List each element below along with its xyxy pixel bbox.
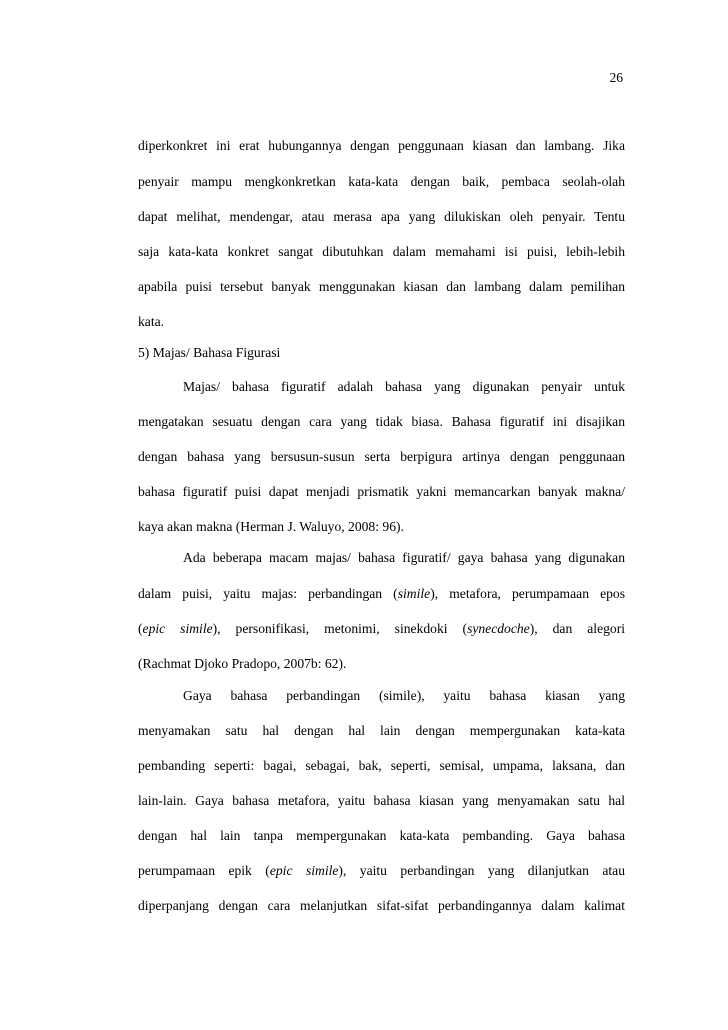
text-line: (Rachmat Djoko Pradopo, 2007b: 62).: [138, 656, 347, 671]
text-line: diperpanjang dengan cara melanjutkan sifat-sifat perbandingannya dalam kalimat: [138, 898, 625, 913]
paragraph-first-line: Ada beberapa macam majas/ bahasa figuratif/ gaya bahasa yang digunakan: [183, 550, 625, 565]
paragraph-first-line: Gaya bahasa perbandingan (simile), yaitu bahasa kiasan yang: [183, 688, 625, 703]
text-line: bahasa figuratif puisi dapat menjadi prismatik yakni memancarkan banyak makna/: [138, 484, 625, 499]
text-line: dalam puisi, yaitu majas: perbandingan (simile), metafora, perumpamaan epos: [138, 586, 626, 601]
page-number: 26: [609, 70, 623, 85]
text-line: (epic simile), personifikasi, metonimi, sinekdoki (synecdoche), dan alegori: [138, 621, 626, 636]
section-heading: 5) Majas/ Bahasa Figurasi: [138, 345, 281, 360]
text-line: lain-lain. Gaya bahasa metafora, yaitu bahasa kiasan yang menyamakan satu hal: [138, 793, 625, 808]
text-line: perumpamaan epik (epic simile), yaitu perbandingan yang dilanjutkan atau: [138, 863, 625, 878]
paragraph-first-line: Majas/ bahasa figuratif adalah bahasa yang digunakan penyair untuk: [183, 379, 625, 394]
text-line: dapat melihat, mendengar, atau merasa apa yang dilukiskan oleh penyair. Tentu: [138, 209, 625, 224]
text-line: apabila puisi tersebut banyak menggunakan kiasan dan lambang dalam pemilihan: [138, 279, 625, 294]
text-line: diperkonkret ini erat hubungannya dengan penggunaan kiasan dan lambang. Jika: [138, 138, 625, 153]
text-line: kaya akan makna (Herman J. Waluyo, 2008: 96).: [138, 519, 404, 534]
text-line: kata.: [138, 314, 165, 329]
text-line: penyair mampu mengkonkretkan kata-kata dengan baik, pembaca seolah-olah: [138, 174, 625, 189]
text-line: dengan hal lain tanpa mempergunakan kata-kata pembanding. Gaya bahasa: [138, 828, 625, 843]
text-line: saja kata-kata konkret sangat dibutuhkan dalam memahami isi puisi, lebih-lebih: [138, 244, 625, 259]
text-line: dengan bahasa yang bersusun-susun serta berpigura artinya dengan penggunaan: [138, 449, 625, 464]
text-line: menyamakan satu hal dengan hal lain dengan mempergunakan kata-kata: [138, 723, 625, 738]
text-line: mengatakan sesuatu dengan cara yang tidak biasa. Bahasa figuratif ini disajikan: [138, 414, 625, 429]
text-line: pembanding seperti: bagai, sebagai, bak, seperti, semisal, umpama, laksana, dan: [138, 758, 625, 773]
